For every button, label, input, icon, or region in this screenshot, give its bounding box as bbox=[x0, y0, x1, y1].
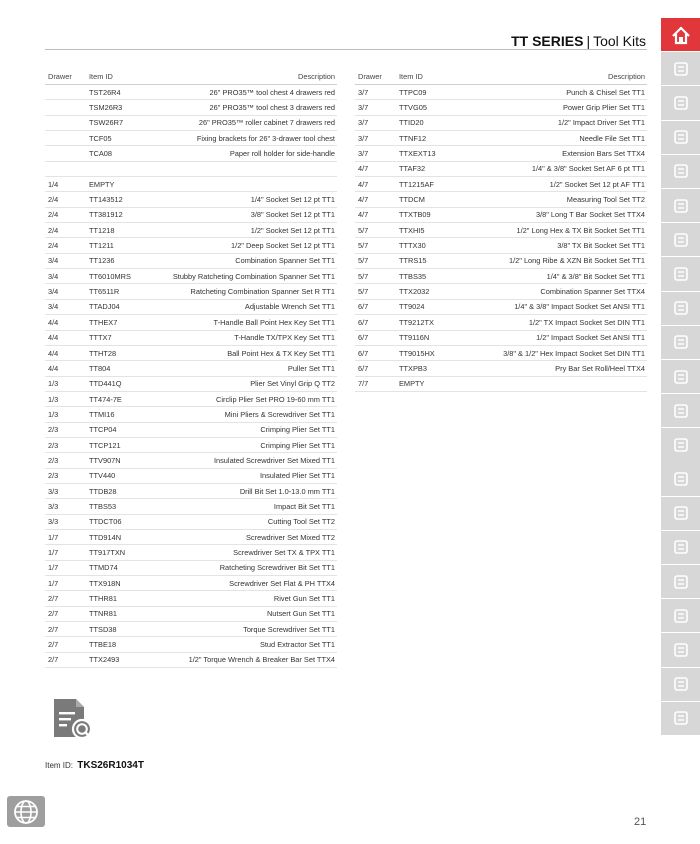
table-row bbox=[45, 207, 337, 222]
globe-icon[interactable] bbox=[7, 796, 45, 827]
drawer-cell: 1/3 bbox=[45, 376, 86, 391]
item-id-cell: TT9212TX bbox=[396, 315, 456, 330]
drawer-cell: 4/4 bbox=[45, 345, 86, 360]
description-cell: Circlip Plier Set PRO 19-60 mm TT1 bbox=[146, 391, 337, 406]
drawer-cell: 3/3 bbox=[45, 514, 86, 529]
item-id-cell: TTXTB09 bbox=[396, 207, 456, 222]
table-header-row bbox=[355, 69, 647, 85]
col-item-id: Item ID bbox=[86, 69, 146, 85]
drawer-cell: 6/7 bbox=[355, 330, 396, 345]
drawer-cell: 1/3 bbox=[45, 407, 86, 422]
item-id-cell: TTHEX7 bbox=[86, 315, 146, 330]
description-cell: Puller Set TT1 bbox=[146, 361, 337, 376]
drawer-cell: 6/7 bbox=[355, 315, 396, 330]
drawer-cell: 3/4 bbox=[45, 284, 86, 299]
item-id-cell: TST26R4 bbox=[86, 85, 146, 100]
drawer-cell bbox=[45, 115, 86, 130]
table-row bbox=[45, 146, 337, 161]
table-row bbox=[45, 299, 337, 314]
table-row bbox=[45, 238, 337, 253]
description-cell: Adjustable Wrench Set TT1 bbox=[146, 299, 337, 314]
table-row bbox=[45, 192, 337, 207]
item-id-cell: EMPTY bbox=[396, 376, 456, 391]
description-cell: Plier Set Vinyl Grip Q TT2 bbox=[146, 376, 337, 391]
table-row bbox=[45, 622, 337, 637]
description-cell: Rivet Gun Set TT1 bbox=[146, 591, 337, 606]
table-row bbox=[355, 100, 647, 115]
description-cell: Needle File Set TT1 bbox=[456, 131, 647, 146]
table-row bbox=[45, 637, 337, 652]
table-row bbox=[355, 238, 647, 253]
drawer-cell: 2/3 bbox=[45, 468, 86, 483]
description-cell: Ratcheting Combination Spanner Set R TT1 bbox=[146, 284, 337, 299]
item-id-cell: TTTX7 bbox=[86, 330, 146, 345]
table-row bbox=[45, 407, 337, 422]
drawer-cell: 1/3 bbox=[45, 391, 86, 406]
item-id-cell: TTID20 bbox=[396, 115, 456, 130]
item-id-cell: TT1215AF bbox=[396, 177, 456, 192]
drawer-cell: 1/7 bbox=[45, 576, 86, 591]
item-id-cell: TTCP121 bbox=[86, 437, 146, 452]
item-id-cell: TCA08 bbox=[86, 146, 146, 161]
item-id-cell: TT917TXN bbox=[86, 545, 146, 560]
description-cell: 1/2" Deep Socket Set 12 pt TT1 bbox=[146, 238, 337, 253]
drawer-cell: 5/7 bbox=[355, 284, 396, 299]
table-row bbox=[45, 483, 337, 498]
toolbox-icon bbox=[670, 126, 692, 148]
item-id-label: Item ID: bbox=[45, 761, 74, 770]
description-cell: 1/2" Impact Driver Set TT1 bbox=[456, 115, 647, 130]
description-cell: Combination Spanner Set TTX4 bbox=[456, 284, 647, 299]
table-row bbox=[45, 85, 337, 100]
description-cell: Screwdriver Set TX & TPX TT1 bbox=[146, 545, 337, 560]
item-id-cell: TTD914N bbox=[86, 529, 146, 544]
item-id-cell: TTNF12 bbox=[396, 131, 456, 146]
item-id-cell: TT6010MRS bbox=[86, 269, 146, 284]
table-row bbox=[45, 422, 337, 437]
item-id-cell: TTDB28 bbox=[86, 483, 146, 498]
table-row bbox=[355, 315, 647, 330]
item-id-cell: TT6511R bbox=[86, 284, 146, 299]
table-row bbox=[45, 223, 337, 238]
torque-icon bbox=[670, 502, 692, 524]
drawer-cell: 2/4 bbox=[45, 192, 86, 207]
item-id-cell: TTX2032 bbox=[396, 284, 456, 299]
item-id-cell: TT9116N bbox=[396, 330, 456, 345]
table-row bbox=[355, 115, 647, 130]
description-cell: 3/8" & 1/2" Hex Impact Socket Set DIN TT1 bbox=[456, 345, 647, 360]
drawer-cell: 2/4 bbox=[45, 223, 86, 238]
table-row bbox=[355, 161, 647, 176]
sidebar-item-cutter[interactable] bbox=[661, 462, 700, 495]
description-cell: 1/2" Socket Set 12 pt TT1 bbox=[146, 223, 337, 238]
table-row bbox=[355, 131, 647, 146]
drawer-cell: 4/4 bbox=[45, 315, 86, 330]
drawer-cell: 2/3 bbox=[45, 422, 86, 437]
item-id-cell: TT9015HX bbox=[396, 345, 456, 360]
drawer-cell: 6/7 bbox=[355, 345, 396, 360]
drawer-cell bbox=[45, 161, 86, 176]
description-cell: Pry Bar Set Roll/Heel TTX4 bbox=[456, 361, 647, 376]
drawer-cell: 2/7 bbox=[45, 652, 86, 667]
table-row bbox=[355, 177, 647, 192]
storage-icon bbox=[670, 229, 692, 251]
item-id-cell: TTNR81 bbox=[86, 606, 146, 621]
sidebar-item-toolbox[interactable] bbox=[661, 121, 700, 154]
page-title bbox=[511, 33, 646, 49]
sidebar-item-tool-kit[interactable] bbox=[661, 155, 700, 188]
description-cell: Ball Point Hex & TX Key Set TT1 bbox=[146, 345, 337, 360]
drawer-cell: 2/7 bbox=[45, 637, 86, 652]
description-cell: Stubby Ratcheting Combination Spanner Set TT1 bbox=[146, 269, 337, 284]
spanner-socket-icon bbox=[670, 331, 692, 353]
description-cell: Combination Spanner Set TT1 bbox=[146, 253, 337, 268]
description-cell: Torque Screwdriver Set TT1 bbox=[146, 622, 337, 637]
table-row bbox=[355, 253, 647, 268]
wrench-icon bbox=[670, 434, 692, 456]
sidebar-item-hazard[interactable] bbox=[661, 565, 700, 598]
item-id-cell: TTV907N bbox=[86, 453, 146, 468]
item-id-cell: TTX2493 bbox=[86, 652, 146, 667]
table-row bbox=[45, 453, 337, 468]
drawer-cell bbox=[45, 85, 86, 100]
description-cell bbox=[456, 376, 647, 391]
table-row bbox=[355, 345, 647, 360]
trolley-icon bbox=[670, 263, 692, 285]
item-id-cell: TT9024 bbox=[396, 299, 456, 314]
description-cell: 1/2" Socket Set 12 pt AF TT1 bbox=[456, 177, 647, 192]
sidebar-item-gears[interactable] bbox=[661, 360, 700, 393]
description-cell: T-Handle TX/TPX Key Set TT1 bbox=[146, 330, 337, 345]
workshop-icon bbox=[670, 195, 692, 217]
sidebar-item-trolley[interactable] bbox=[661, 257, 700, 290]
drawer-cell: 6/7 bbox=[355, 361, 396, 376]
measure-icon bbox=[670, 605, 692, 627]
table-row bbox=[45, 576, 337, 591]
description-cell: T-Handle Ball Point Hex Key Set TT1 bbox=[146, 315, 337, 330]
drawer-cell: 2/4 bbox=[45, 238, 86, 253]
item-id-cell: TTTX30 bbox=[396, 238, 456, 253]
table-row bbox=[45, 376, 337, 391]
sidebar-item-home[interactable] bbox=[661, 18, 700, 51]
item-id-cell: TTPC09 bbox=[396, 85, 456, 100]
table-row bbox=[45, 468, 337, 483]
gears-icon bbox=[670, 366, 692, 388]
description-cell: Impact Bit Set TT1 bbox=[146, 499, 337, 514]
item-id-cell: TTCP04 bbox=[86, 422, 146, 437]
item-id-cell: TT1218 bbox=[86, 223, 146, 238]
header-divider bbox=[45, 49, 647, 50]
page-number: 21 bbox=[634, 816, 647, 828]
drawer-cell: 3/4 bbox=[45, 269, 86, 284]
title-subtitle: Tool Kits bbox=[593, 33, 646, 49]
table-row bbox=[45, 131, 337, 146]
drawer-cell: 3/7 bbox=[355, 115, 396, 130]
table-row bbox=[45, 269, 337, 284]
table-row bbox=[45, 591, 337, 606]
service-icon bbox=[670, 639, 692, 661]
drawer-cell: 5/7 bbox=[355, 238, 396, 253]
tool-kit-icon bbox=[670, 160, 692, 182]
item-id-cell: TTMD74 bbox=[86, 560, 146, 575]
item-id-cell: TTRS15 bbox=[396, 253, 456, 268]
description-cell: Insulated Plier Set TT1 bbox=[146, 468, 337, 483]
table-row bbox=[45, 606, 337, 621]
description-cell: Drill Bit Set 1.0-13.0 mm TT1 bbox=[146, 483, 337, 498]
document-search-icon bbox=[50, 697, 96, 743]
drawer-cell: 4/7 bbox=[355, 192, 396, 207]
description-cell: Measuring Tool Set TT2 bbox=[456, 192, 647, 207]
description-cell: Power Grip Plier Set TT1 bbox=[456, 100, 647, 115]
drawer-cell: 5/7 bbox=[355, 269, 396, 284]
drawer-cell: 1/7 bbox=[45, 545, 86, 560]
item-id-cell: TT1211 bbox=[86, 238, 146, 253]
item-id-cell: TTBE18 bbox=[86, 637, 146, 652]
title-separator: | bbox=[586, 33, 591, 49]
drawer-cell: 3/7 bbox=[355, 146, 396, 161]
item-id-cell: TT143512 bbox=[86, 192, 146, 207]
item-id-cell: TT1236 bbox=[86, 253, 146, 268]
item-id-value: TKS26R1034T bbox=[77, 760, 144, 771]
description-cell: 3/8" TX Bit Socket Set TT1 bbox=[456, 238, 647, 253]
table-row bbox=[45, 315, 337, 330]
description-cell: Screwdriver Set Flat & PH TTX4 bbox=[146, 576, 337, 591]
table-row bbox=[45, 391, 337, 406]
description-cell: 1/4" & 3/8" Bit Socket Set TT1 bbox=[456, 269, 647, 284]
sidebar-item-storage[interactable] bbox=[661, 223, 700, 256]
table-row bbox=[355, 269, 647, 284]
description-cell: Fixing brackets for 26" 3-drawer tool chest bbox=[146, 131, 337, 146]
item-id-cell: TT804 bbox=[86, 361, 146, 376]
col-description: Description bbox=[456, 69, 647, 85]
description-cell: 26" PRO35™ roller cabinet 7 drawers red bbox=[146, 115, 337, 130]
hammer-icon bbox=[670, 707, 692, 729]
table-row bbox=[45, 284, 337, 299]
description-cell: 1/2" Long Ribe & XZN Bit Socket Set TT1 bbox=[456, 253, 647, 268]
col-drawer: Drawer bbox=[355, 69, 396, 85]
item-id-cell bbox=[86, 161, 146, 176]
pliers-icon bbox=[670, 536, 692, 558]
sidebar-item-wall-storage[interactable] bbox=[661, 292, 700, 325]
item-id-line bbox=[45, 760, 144, 771]
left-item-table bbox=[45, 69, 337, 668]
drawer-cell: 3/3 bbox=[45, 499, 86, 514]
table-row bbox=[45, 345, 337, 360]
description-cell: Stud Extractor Set TT1 bbox=[146, 637, 337, 652]
sidebar-item-measure[interactable] bbox=[661, 599, 700, 632]
table-row bbox=[355, 376, 647, 391]
wall-storage-icon bbox=[670, 297, 692, 319]
item-id-cell: TTXEXT13 bbox=[396, 146, 456, 161]
item-id-cell: TTAF32 bbox=[396, 161, 456, 176]
description-cell: Ratcheting Screwdriver Bit Set TT1 bbox=[146, 560, 337, 575]
drawer-cell: 3/7 bbox=[355, 100, 396, 115]
col-description: Description bbox=[146, 69, 337, 85]
description-cell: Crimping Plier Set TT1 bbox=[146, 437, 337, 452]
col-item-id: Item ID bbox=[396, 69, 456, 85]
table-row bbox=[45, 177, 337, 192]
table-row bbox=[355, 146, 647, 161]
item-id-cell: TTMI16 bbox=[86, 407, 146, 422]
drawer-cell: 4/4 bbox=[45, 361, 86, 376]
cog-tools-icon bbox=[670, 673, 692, 695]
item-id-cell: TTXPB3 bbox=[396, 361, 456, 376]
table-row bbox=[355, 223, 647, 238]
sidebar-item-tool-chest[interactable] bbox=[661, 86, 700, 119]
drawer-cell: 4/7 bbox=[355, 177, 396, 192]
sidebar-item-screwdriver[interactable] bbox=[661, 394, 700, 427]
tool-cabinet-icon bbox=[670, 58, 692, 80]
description-cell: 26" PRO35™ tool chest 4 drawers red bbox=[146, 85, 337, 100]
item-id-cell: TTHR81 bbox=[86, 591, 146, 606]
tool-chest-icon bbox=[670, 92, 692, 114]
table-row bbox=[355, 207, 647, 222]
drawer-cell: 5/7 bbox=[355, 223, 396, 238]
right-item-table bbox=[355, 69, 647, 392]
table-row bbox=[45, 529, 337, 544]
description-cell: 26" PRO35™ tool chest 3 drawers red bbox=[146, 100, 337, 115]
description-cell: Crimping Plier Set TT1 bbox=[146, 422, 337, 437]
item-id-cell: EMPTY bbox=[86, 177, 146, 192]
description-cell: 1/4" Socket Set 12 pt TT1 bbox=[146, 192, 337, 207]
table-row bbox=[355, 192, 647, 207]
sidebar-item-service[interactable] bbox=[661, 633, 700, 666]
sidebar-item-hammer[interactable] bbox=[661, 702, 700, 735]
sidebar-item-tool-cabinet[interactable] bbox=[661, 52, 700, 85]
drawer-cell bbox=[45, 131, 86, 146]
drawer-cell bbox=[45, 146, 86, 161]
description-cell: Mini Pliers & Screwdriver Set TT1 bbox=[146, 407, 337, 422]
item-id-cell: TTD441Q bbox=[86, 376, 146, 391]
item-id-cell: TSM26R3 bbox=[86, 100, 146, 115]
cutter-icon bbox=[670, 468, 692, 490]
item-id-cell: TTVG05 bbox=[396, 100, 456, 115]
item-id-cell: TT381912 bbox=[86, 207, 146, 222]
item-id-cell: TTBS53 bbox=[86, 499, 146, 514]
table-row bbox=[45, 499, 337, 514]
drawer-cell: 2/7 bbox=[45, 591, 86, 606]
table-row bbox=[45, 330, 337, 345]
item-id-cell: TTV440 bbox=[86, 468, 146, 483]
drawer-cell: 2/3 bbox=[45, 437, 86, 452]
sidebar-item-torque[interactable] bbox=[661, 497, 700, 530]
drawer-cell: 4/7 bbox=[355, 161, 396, 176]
hazard-icon bbox=[670, 571, 692, 593]
table-row bbox=[45, 115, 337, 130]
table-row bbox=[45, 652, 337, 667]
series-name: TT SERIES bbox=[511, 33, 584, 49]
drawer-cell: 1/4 bbox=[45, 177, 86, 192]
item-id-cell: TTBS35 bbox=[396, 269, 456, 284]
table-row bbox=[45, 437, 337, 452]
item-id-cell: TTSD38 bbox=[86, 622, 146, 637]
description-cell: 1/2" Impact Socket Set ANSI TT1 bbox=[456, 330, 647, 345]
drawer-cell: 5/7 bbox=[355, 253, 396, 268]
sidebar-item-cog-tools[interactable] bbox=[661, 668, 700, 701]
table-row bbox=[355, 299, 647, 314]
drawer-cell: 2/7 bbox=[45, 606, 86, 621]
table-row bbox=[355, 361, 647, 376]
drawer-cell: 3/3 bbox=[45, 483, 86, 498]
table-header-row bbox=[45, 69, 337, 85]
item-id-cell: TTXHI5 bbox=[396, 223, 456, 238]
table-row bbox=[355, 284, 647, 299]
drawer-cell: 1/7 bbox=[45, 529, 86, 544]
item-id-cell: TTADJ04 bbox=[86, 299, 146, 314]
table-row bbox=[355, 85, 647, 100]
drawer-cell: 2/4 bbox=[45, 207, 86, 222]
drawer-cell: 2/7 bbox=[45, 622, 86, 637]
sidebar-item-workshop[interactable] bbox=[661, 189, 700, 222]
description-cell: Nutsert Gun Set TT1 bbox=[146, 606, 337, 621]
description-cell: Cutting Tool Set TT2 bbox=[146, 514, 337, 529]
sidebar-item-spanner-socket[interactable] bbox=[661, 326, 700, 359]
description-cell: Screwdriver Set Mixed TT2 bbox=[146, 529, 337, 544]
item-id-cell: TT474-7E bbox=[86, 391, 146, 406]
drawer-cell: 7/7 bbox=[355, 376, 396, 391]
description-cell: 1/2" Torque Wrench & Breaker Bar Set TTX4 bbox=[146, 652, 337, 667]
description-cell: Punch & Chisel Set TT1 bbox=[456, 85, 647, 100]
drawer-cell: 3/4 bbox=[45, 253, 86, 268]
table-row bbox=[45, 560, 337, 575]
description-cell: Insulated Screwdriver Set Mixed TT1 bbox=[146, 453, 337, 468]
category-sidebar bbox=[661, 18, 700, 736]
description-cell: 1/4" & 3/8" Impact Socket Set ANSI TT1 bbox=[456, 299, 647, 314]
description-cell bbox=[146, 177, 337, 192]
item-id-cell: TTX918N bbox=[86, 576, 146, 591]
table-row bbox=[45, 161, 337, 176]
screwdriver-icon bbox=[670, 400, 692, 422]
table-row bbox=[45, 514, 337, 529]
description-cell: 1/4" & 3/8" Socket Set AF 6 pt TT1 bbox=[456, 161, 647, 176]
sidebar-item-wrench[interactable] bbox=[661, 428, 700, 461]
table-row bbox=[45, 253, 337, 268]
drawer-cell: 3/4 bbox=[45, 299, 86, 314]
home-icon bbox=[670, 24, 692, 46]
description-cell: 3/8" Long T Bar Socket Set TTX4 bbox=[456, 207, 647, 222]
sidebar-item-pliers[interactable] bbox=[661, 531, 700, 564]
description-cell bbox=[146, 161, 337, 176]
description-cell: 1/2" TX Impact Socket Set DIN TT1 bbox=[456, 315, 647, 330]
drawer-cell: 3/7 bbox=[355, 85, 396, 100]
drawer-cell: 2/3 bbox=[45, 453, 86, 468]
item-id-cell: TTHT28 bbox=[86, 345, 146, 360]
item-id-cell: TSW26R7 bbox=[86, 115, 146, 130]
table-row bbox=[45, 100, 337, 115]
table-row bbox=[45, 545, 337, 560]
table-row bbox=[355, 330, 647, 345]
table-row bbox=[45, 361, 337, 376]
item-id-cell: TTDCT06 bbox=[86, 514, 146, 529]
description-cell: Paper roll holder for side-handle bbox=[146, 146, 337, 161]
drawer-cell: 4/4 bbox=[45, 330, 86, 345]
drawer-cell: 6/7 bbox=[355, 299, 396, 314]
drawer-cell: 1/7 bbox=[45, 560, 86, 575]
description-cell: 3/8" Socket Set 12 pt TT1 bbox=[146, 207, 337, 222]
item-id-cell: TCF05 bbox=[86, 131, 146, 146]
drawer-cell bbox=[45, 100, 86, 115]
drawer-cell: 4/7 bbox=[355, 207, 396, 222]
description-cell: Extension Bars Set TTX4 bbox=[456, 146, 647, 161]
description-cell: 1/2" Long Hex & TX Bit Socket Set TT1 bbox=[456, 223, 647, 238]
col-drawer: Drawer bbox=[45, 69, 86, 85]
item-id-cell: TTDCM bbox=[396, 192, 456, 207]
drawer-cell: 3/7 bbox=[355, 131, 396, 146]
